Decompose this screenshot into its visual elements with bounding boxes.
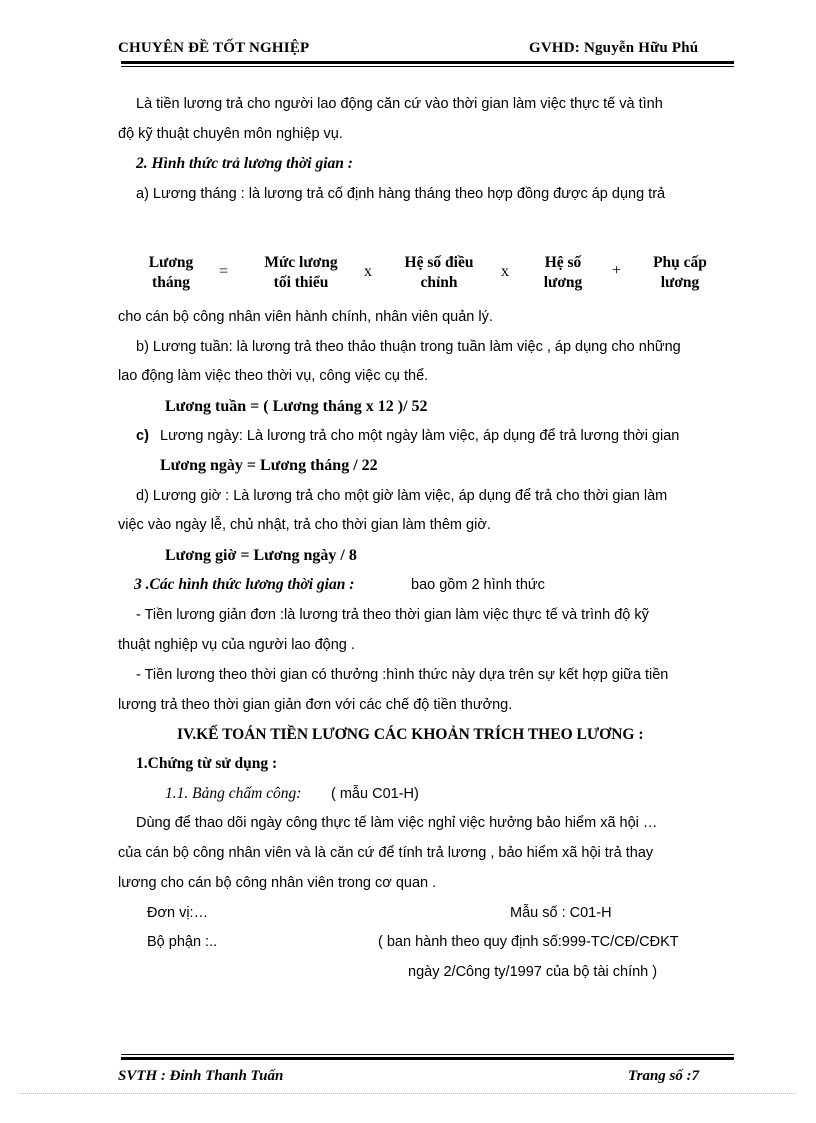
multiply-sign: x	[364, 263, 372, 280]
paragraph-line: a) Lương tháng : là lương trả cố định hàng tháng theo hợp đồng được áp dụng trả	[136, 186, 666, 202]
paragraph-line: - Tiền lương theo thời gian có thưởng :hình thức này dựa trên sự kết hợp giữa tiền	[136, 667, 669, 683]
formula-term-he-so-luong: Hệ số lương	[543, 254, 583, 291]
footer-left: SVTH : Đinh Thanh Tuấn	[118, 1068, 284, 1084]
form-field-don-vi: Đơn vị:…	[147, 905, 209, 921]
paragraph-line: việc vào ngày lễ, chủ nhật, trả cho thời gian làm thêm giờ.	[118, 517, 491, 533]
footer-right: Trang số :7	[628, 1068, 700, 1084]
paragraph-line: ( mẫu C01-H)	[331, 786, 419, 802]
formula-term-luong-thang: Lương tháng	[148, 254, 194, 291]
paragraph-line: d) Lương giờ : Là lương trả cho một giờ làm việc, áp dụng để trả cho thời gian làm	[136, 488, 668, 504]
header-rule-bottom	[121, 66, 734, 67]
chapter-heading: IV.KẾ TOÁN TIỀN LƯƠNG CÁC KHOẢN TRÍCH THEO LƯƠNG :	[177, 726, 644, 743]
formula-daily: Lương ngày = Lương tháng / 22	[160, 457, 378, 474]
paragraph-line: lao động làm việc theo thời vụ, công việc cụ thể.	[118, 368, 429, 384]
section-heading: 1.Chứng từ sử dụng :	[136, 755, 278, 772]
paragraph-line: - Tiền lương giản đơn :là lương trả theo thời gian làm việc thực tế và trình độ kỹ	[136, 607, 649, 623]
section-heading: 3 .Các hình thức lương thời gian :	[134, 576, 355, 593]
paragraph-line: Dùng để thao dõi ngày công thực tế làm việc nghỉ việc hưởng bảo hiểm xã hội …	[136, 815, 658, 831]
paragraph-line: lương trả theo thời gian giản đơn với các chế độ tiền thưởng.	[118, 697, 513, 713]
formula-hourly: Lương giờ = Lương ngày / 8	[165, 547, 357, 564]
footer-rule-bottom	[121, 1057, 734, 1060]
page-edge-divider	[20, 1093, 796, 1094]
formula-term-phu-cap: Phụ cấp lương	[653, 254, 707, 291]
list-marker: c)	[136, 428, 149, 444]
header-left: CHUYÊN ĐỀ TỐT NGHIỆP	[118, 40, 310, 56]
footer-rule-top	[121, 1054, 734, 1055]
paragraph-line: Là tiền lương trả cho người lao động căn cứ vào thời gian làm việc thực tế và tình	[136, 96, 663, 112]
multiply-sign: x	[501, 263, 509, 280]
paragraph-line: bao gồm 2 hình thức	[411, 577, 545, 593]
paragraph-line: thuật nghiệp vụ của người lao động .	[118, 637, 355, 653]
formula-term-he-so-dieu-chinh: Hệ số điều chỉnh	[404, 254, 474, 291]
regulation-date: ngày 2/Công ty/1997 của bộ tài chính )	[408, 964, 658, 980]
header-rule-top	[121, 61, 734, 64]
form-field-bo-phan: Bộ phận :..	[147, 934, 218, 950]
paragraph-line: lương cho cán bộ công nhân viên trong cơ quan .	[118, 875, 437, 891]
paragraph-line: b) Lương tuần: là lương trả theo thảo thuận trong tuần làm việc , áp dụng cho những	[136, 339, 681, 355]
paragraph-line: cho cán bộ công nhân viên hành chính, nhân viên quản lý.	[118, 309, 493, 325]
regulation-note: ( ban hành theo quy định số:999-TC/CĐ/CĐKT	[378, 934, 679, 950]
equals-sign: =	[219, 263, 229, 280]
subsection-heading: 1.1. Bảng chấm công:	[165, 785, 302, 802]
formula-term-muc-luong: Mức lương tối thiểu	[264, 254, 338, 291]
paragraph-line: độ kỹ thuật chuyên môn nghiệp vụ.	[118, 126, 343, 142]
formula-weekly: Lương tuần = ( Lương tháng x 12 )/ 52	[165, 398, 428, 415]
header-right: GVHD: Nguyễn Hữu Phú	[529, 40, 699, 56]
plus-sign: +	[612, 262, 622, 279]
form-code: Mẫu số : C01-H	[510, 905, 612, 921]
paragraph-line: của cán bộ công nhân viên và là căn cứ để tính trả lương , bảo hiểm xã hội trả thay	[118, 845, 654, 861]
paragraph-line: Lương ngày: Là lương trả cho một ngày làm việc, áp dụng để trả lương thời gian	[160, 428, 680, 444]
section-heading: 2. Hình thức trả lương thời gian :	[136, 155, 353, 172]
